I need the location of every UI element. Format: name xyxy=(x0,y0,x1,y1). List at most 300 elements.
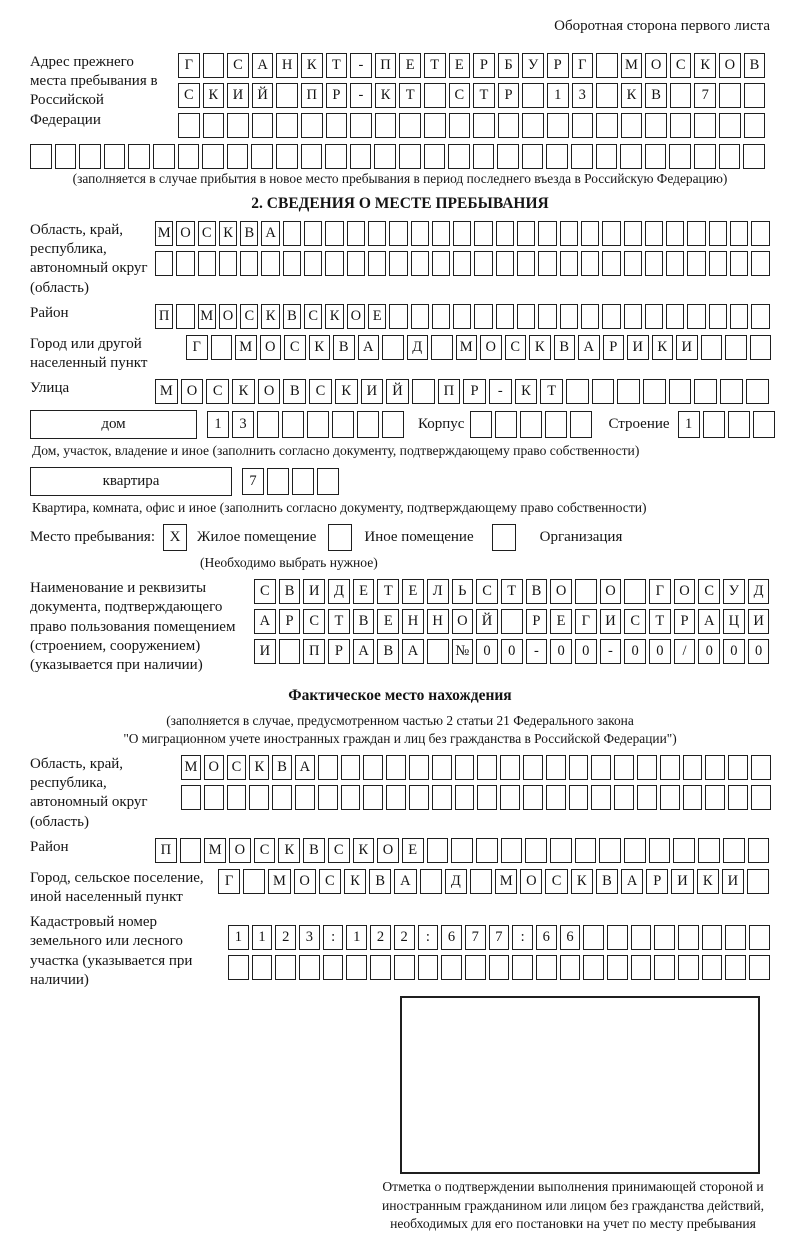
char-box xyxy=(382,411,404,438)
char-box xyxy=(723,838,745,863)
char-box: С xyxy=(206,379,229,404)
char-box: Д xyxy=(328,579,350,604)
char-box xyxy=(304,251,322,276)
house-number-row xyxy=(207,411,404,438)
char-box xyxy=(702,955,723,980)
char-box xyxy=(621,113,643,138)
char-box: - xyxy=(350,53,372,78)
char-box: 6 xyxy=(536,925,557,950)
char-box: И xyxy=(676,335,698,360)
section2-title: 2. СВЕДЕНИЯ О МЕСТЕ ПРЕБЫВАНИЯ xyxy=(251,195,549,212)
char-box xyxy=(660,785,680,810)
char-box: О xyxy=(377,838,399,863)
char-box xyxy=(645,113,667,138)
char-box: О xyxy=(520,869,542,894)
char-box: 0 xyxy=(723,639,745,664)
apartment-block xyxy=(30,467,770,496)
section3-note-1: (заполняется в случае, предусмотренном частью 2 статьи 21 Федерального закона xyxy=(166,713,634,729)
char-box: Й xyxy=(252,83,274,108)
char-box: Г xyxy=(649,579,671,604)
char-box xyxy=(347,221,365,246)
char-box xyxy=(341,785,361,810)
char-box: С xyxy=(624,609,646,634)
actual-region-label: Область, край, республика, автономный округ (область) xyxy=(30,756,148,830)
char-box xyxy=(375,113,397,138)
char-box xyxy=(476,838,498,863)
char-box: Е xyxy=(402,579,424,604)
char-box: О xyxy=(719,53,741,78)
char-box xyxy=(645,251,663,276)
char-box xyxy=(473,113,495,138)
char-box: А xyxy=(698,609,720,634)
char-box xyxy=(645,304,663,329)
char-box xyxy=(751,251,769,276)
char-box: Е xyxy=(402,838,424,863)
char-box xyxy=(614,785,634,810)
char-box xyxy=(386,755,406,780)
char-box xyxy=(153,144,175,169)
char-box: К xyxy=(697,869,719,894)
char-box xyxy=(660,755,680,780)
district-row xyxy=(155,304,770,329)
char-box xyxy=(569,755,589,780)
char-box: А xyxy=(252,53,274,78)
char-box xyxy=(523,785,543,810)
char-box xyxy=(489,955,510,980)
house-field-box xyxy=(30,410,197,439)
char-box xyxy=(701,335,723,360)
char-box xyxy=(591,785,611,810)
char-box xyxy=(240,251,258,276)
document-row-2 xyxy=(254,609,769,634)
char-box: С xyxy=(254,838,276,863)
char-box xyxy=(55,144,77,169)
char-box xyxy=(575,579,597,604)
char-box xyxy=(728,785,748,810)
char-box xyxy=(283,251,301,276)
char-box: Е xyxy=(353,579,375,604)
char-box xyxy=(411,251,429,276)
char-box: К xyxy=(219,221,237,246)
char-box: К xyxy=(325,304,343,329)
char-box: К xyxy=(529,335,551,360)
char-box xyxy=(500,755,520,780)
char-box: В xyxy=(526,579,548,604)
char-box: А xyxy=(578,335,600,360)
char-box xyxy=(538,221,556,246)
region-label: Область, край, республика, автономный округ (область) xyxy=(30,222,148,296)
char-box: А xyxy=(621,869,643,894)
char-box xyxy=(317,468,339,495)
cadastre-label: Кадастровый номер земельного или лесного участка (указывается при наличии) xyxy=(30,914,193,988)
char-box xyxy=(318,785,338,810)
char-box: Е xyxy=(368,304,386,329)
stroenie-label: Строение xyxy=(608,416,670,433)
actual-region-block xyxy=(30,755,770,832)
char-box xyxy=(432,221,450,246)
char-box xyxy=(501,609,523,634)
char-box: Е xyxy=(377,609,399,634)
char-box: К xyxy=(335,379,358,404)
char-box xyxy=(709,251,727,276)
char-box xyxy=(180,838,202,863)
char-box xyxy=(592,379,615,404)
char-box xyxy=(178,113,200,138)
char-box: В xyxy=(333,335,355,360)
char-box: В xyxy=(240,221,258,246)
char-box xyxy=(79,144,101,169)
char-box xyxy=(249,785,269,810)
char-box xyxy=(575,838,597,863)
char-box: К xyxy=(375,83,397,108)
char-box xyxy=(730,251,748,276)
char-box xyxy=(596,53,618,78)
char-box xyxy=(617,379,640,404)
char-box: К xyxy=(515,379,538,404)
char-box xyxy=(678,925,699,950)
char-box: П xyxy=(155,838,177,863)
char-box xyxy=(751,304,769,329)
char-box xyxy=(389,304,407,329)
char-box xyxy=(596,83,618,108)
char-box xyxy=(631,925,652,950)
char-box: И xyxy=(303,579,325,604)
prev-address-label: Адрес прежнего места пребывания в Российской Федерации xyxy=(30,54,158,128)
char-box: С xyxy=(505,335,527,360)
char-box xyxy=(432,304,450,329)
char-box: О xyxy=(229,838,251,863)
char-box xyxy=(326,113,348,138)
char-box xyxy=(301,144,323,169)
char-box xyxy=(517,221,535,246)
char-box xyxy=(418,955,439,980)
char-box: К xyxy=(232,379,255,404)
char-box xyxy=(368,251,386,276)
char-box: Е xyxy=(550,609,572,634)
char-box: П xyxy=(438,379,461,404)
char-box: Р xyxy=(498,83,520,108)
prev-address-block xyxy=(30,53,770,138)
char-box xyxy=(432,755,452,780)
char-box xyxy=(228,955,249,980)
char-box xyxy=(394,955,415,980)
char-box: А xyxy=(295,755,315,780)
char-box: - xyxy=(600,639,622,664)
char-box: П xyxy=(155,304,173,329)
char-box: Т xyxy=(501,579,523,604)
document-label: Наименование и реквизиты документа, подтверждающего право пользования помещением (строением, сооружением) (указывается при наличии) xyxy=(30,580,236,673)
char-box xyxy=(252,113,274,138)
char-box xyxy=(538,304,556,329)
char-box: 0 xyxy=(501,639,523,664)
char-box: 1 xyxy=(346,925,367,950)
char-box xyxy=(536,955,557,980)
char-box xyxy=(477,785,497,810)
house-field-label: дом xyxy=(101,416,126,433)
char-box: С xyxy=(254,579,276,604)
char-box xyxy=(581,304,599,329)
char-box: : xyxy=(512,925,533,950)
char-box xyxy=(30,144,52,169)
confirmation-stamp-area xyxy=(400,996,760,1174)
char-box xyxy=(637,785,657,810)
char-box: И xyxy=(627,335,649,360)
char-box xyxy=(725,955,746,980)
street-block xyxy=(30,379,770,404)
apartment-field-label: квартира xyxy=(102,473,160,490)
char-box xyxy=(474,221,492,246)
char-box: С xyxy=(698,579,720,604)
char-box xyxy=(272,785,292,810)
char-box: 7 xyxy=(242,468,264,495)
char-box xyxy=(596,144,618,169)
char-box xyxy=(673,838,695,863)
char-box xyxy=(643,379,666,404)
korpus-label: Корпус xyxy=(418,416,465,433)
char-box xyxy=(155,251,173,276)
char-box xyxy=(427,639,449,664)
option-other-premises-label: Иное помещение xyxy=(364,529,474,546)
char-box xyxy=(350,144,372,169)
char-box: 0 xyxy=(575,639,597,664)
char-box: Н xyxy=(402,609,424,634)
checkbox-dwelling: X xyxy=(163,524,187,551)
char-box xyxy=(702,925,723,950)
section3-title: Фактическое место нахождения xyxy=(288,687,512,705)
char-box: И xyxy=(227,83,249,108)
char-box xyxy=(572,113,594,138)
char-box: Е xyxy=(449,53,471,78)
char-box: 7 xyxy=(465,925,486,950)
char-box: : xyxy=(418,925,439,950)
cadastre-row-2 xyxy=(228,955,770,980)
choose-note: (Необходимо выбрать нужное) xyxy=(200,555,378,571)
char-box xyxy=(304,221,322,246)
char-box: С xyxy=(319,869,341,894)
char-box: Р xyxy=(646,869,668,894)
char-box xyxy=(631,955,652,980)
char-box xyxy=(645,221,663,246)
char-box xyxy=(409,785,429,810)
char-box xyxy=(325,221,343,246)
char-box xyxy=(323,955,344,980)
char-box: Д xyxy=(445,869,467,894)
char-box xyxy=(496,304,514,329)
char-box: М xyxy=(456,335,478,360)
char-box xyxy=(687,304,705,329)
char-box xyxy=(569,785,589,810)
cadastre-row-1 xyxy=(228,925,770,950)
char-box: У xyxy=(723,579,745,604)
char-box xyxy=(547,113,569,138)
char-box xyxy=(307,411,329,438)
actual-district-block xyxy=(30,838,770,863)
char-box: 1 xyxy=(547,83,569,108)
char-box: П xyxy=(375,53,397,78)
char-box xyxy=(624,838,646,863)
char-box xyxy=(318,755,338,780)
char-box: С xyxy=(304,304,322,329)
char-box xyxy=(424,113,446,138)
char-box: 7 xyxy=(694,83,716,108)
char-box xyxy=(332,411,354,438)
char-box: П xyxy=(301,83,323,108)
char-box xyxy=(283,221,301,246)
char-box: 2 xyxy=(394,925,415,950)
char-box: Л xyxy=(427,579,449,604)
char-box xyxy=(292,468,314,495)
char-box: И xyxy=(600,609,622,634)
char-box xyxy=(749,925,770,950)
char-box xyxy=(744,83,766,108)
city-label: Город или другой населенный пункт xyxy=(30,335,148,371)
char-box xyxy=(211,335,233,360)
char-box: М xyxy=(204,838,226,863)
char-box xyxy=(525,838,547,863)
char-box: Д xyxy=(407,335,429,360)
char-box xyxy=(607,955,628,980)
char-box xyxy=(602,221,620,246)
char-box xyxy=(104,144,126,169)
char-box xyxy=(683,785,703,810)
char-box xyxy=(432,785,452,810)
char-box xyxy=(275,955,296,980)
char-box xyxy=(546,755,566,780)
char-box: В xyxy=(279,579,301,604)
char-box xyxy=(550,838,572,863)
char-box xyxy=(301,113,323,138)
char-box xyxy=(374,144,396,169)
char-box xyxy=(560,304,578,329)
char-box: 0 xyxy=(624,639,646,664)
char-box xyxy=(599,838,621,863)
char-box: 0 xyxy=(649,639,671,664)
char-box xyxy=(720,379,743,404)
char-box xyxy=(749,955,770,980)
region-rows xyxy=(155,221,770,276)
char-box: А xyxy=(254,609,276,634)
char-box: 7 xyxy=(489,925,510,950)
char-box: А xyxy=(394,869,416,894)
char-box: 0 xyxy=(476,639,498,664)
char-box: И xyxy=(361,379,384,404)
char-box xyxy=(583,925,604,950)
char-box xyxy=(386,785,406,810)
char-box: Й xyxy=(386,379,409,404)
stamp-note: Отметка о подтверждении выполнения принимающей стороной и иностранным гражданином или лицом без гражданства действий, необходимых для его постановки на учет по месту пребывания xyxy=(382,1178,764,1232)
char-box: Д xyxy=(748,579,770,604)
char-box: Р xyxy=(526,609,548,634)
char-box xyxy=(279,639,301,664)
char-box xyxy=(181,785,201,810)
char-box: 1 xyxy=(228,925,249,950)
char-box: Т xyxy=(473,83,495,108)
actual-region-rows xyxy=(181,755,771,810)
char-box: К xyxy=(652,335,674,360)
char-box: О xyxy=(480,335,502,360)
char-box xyxy=(581,221,599,246)
char-box: И xyxy=(748,609,770,634)
char-box: Т xyxy=(328,609,350,634)
char-box xyxy=(703,411,725,438)
char-box xyxy=(669,144,691,169)
char-box xyxy=(624,221,642,246)
char-box: О xyxy=(260,335,282,360)
char-box: С xyxy=(670,53,692,78)
cadastre-block xyxy=(30,913,770,990)
char-box: / xyxy=(674,639,696,664)
char-box xyxy=(227,113,249,138)
char-box xyxy=(744,113,766,138)
char-box xyxy=(698,838,720,863)
char-box xyxy=(666,221,684,246)
char-box: О xyxy=(181,379,204,404)
char-box: К xyxy=(353,838,375,863)
char-box xyxy=(227,144,249,169)
char-box: В xyxy=(353,609,375,634)
char-box: - xyxy=(526,639,548,664)
char-box xyxy=(512,955,533,980)
char-box: С xyxy=(227,53,249,78)
char-box xyxy=(753,411,775,438)
char-box xyxy=(420,869,442,894)
char-box xyxy=(470,869,492,894)
char-box xyxy=(500,785,520,810)
char-box xyxy=(448,144,470,169)
char-box: С xyxy=(227,755,247,780)
char-box: К xyxy=(278,838,300,863)
char-box xyxy=(276,113,298,138)
char-box: В xyxy=(272,755,292,780)
char-box: С xyxy=(284,335,306,360)
char-box xyxy=(522,144,544,169)
char-box xyxy=(441,955,462,980)
char-box: С xyxy=(303,609,325,634)
char-box: А xyxy=(353,639,375,664)
char-box xyxy=(607,925,628,950)
char-box: 3 xyxy=(572,83,594,108)
char-box: Г xyxy=(575,609,597,634)
char-box xyxy=(748,838,770,863)
char-box xyxy=(645,144,667,169)
char-box: В xyxy=(303,838,325,863)
char-box xyxy=(517,251,535,276)
char-box: С xyxy=(240,304,258,329)
char-box: Т xyxy=(649,609,671,634)
char-box: - xyxy=(350,83,372,108)
char-box xyxy=(399,113,421,138)
char-box: С xyxy=(309,379,332,404)
char-box xyxy=(666,304,684,329)
char-box: М xyxy=(198,304,216,329)
korpus-row xyxy=(470,411,592,438)
char-box xyxy=(497,144,519,169)
char-box: Е xyxy=(399,53,421,78)
char-box xyxy=(730,221,748,246)
char-box xyxy=(399,144,421,169)
stay-place-label: Место пребывания: xyxy=(30,529,155,546)
char-box: В xyxy=(283,304,301,329)
char-box: 1 xyxy=(207,411,229,438)
char-box xyxy=(751,755,771,780)
char-box: О xyxy=(204,755,224,780)
char-box xyxy=(453,221,471,246)
char-box: Р xyxy=(463,379,486,404)
char-box: Р xyxy=(674,609,696,634)
char-box xyxy=(465,955,486,980)
char-box xyxy=(687,251,705,276)
char-box: К xyxy=(344,869,366,894)
